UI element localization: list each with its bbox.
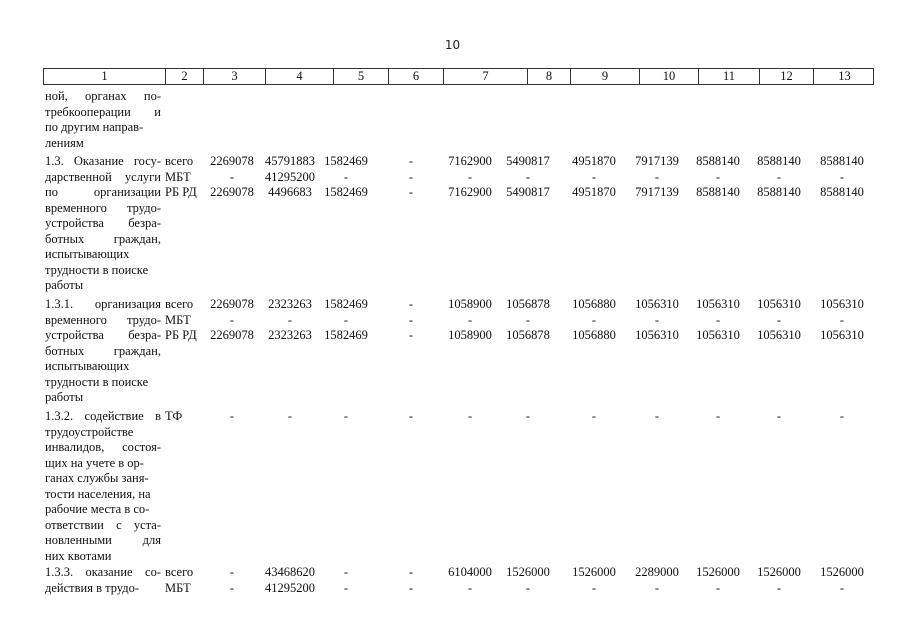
- table-cell: -: [715, 409, 721, 423]
- table-cell: -: [343, 580, 349, 595]
- description-line: испытывающих: [45, 247, 130, 261]
- funding-source: всего: [165, 565, 194, 579]
- table-cell: 4496683: [268, 185, 312, 199]
- table-cell: 1526000: [696, 565, 740, 579]
- table-cell: -: [839, 409, 845, 423]
- table-cell: 6104000: [448, 565, 492, 579]
- table-cell: -: [591, 312, 597, 327]
- header-cell-10: 10: [640, 69, 699, 84]
- funding-source: МБТ: [165, 312, 191, 327]
- table-cell: -: [776, 409, 782, 423]
- table-cell: -: [525, 580, 531, 595]
- description-line: тости населения, на: [45, 486, 151, 501]
- description-line: работы: [45, 278, 84, 292]
- table-cell: 1526000: [757, 565, 801, 579]
- funding-source: всего: [165, 154, 194, 168]
- description-line: по организации: [45, 185, 161, 199]
- description-line: по другим направ-: [45, 120, 144, 134]
- header-cell-13: 13: [838, 69, 851, 83]
- description-line: ботных граждан,: [45, 343, 161, 358]
- table-cell: 1056310: [820, 297, 864, 311]
- table-cell: 2269078: [210, 154, 254, 168]
- table-cell: -: [654, 312, 660, 327]
- table-cell: 2269078: [210, 185, 254, 199]
- table-cell: 8588140: [696, 185, 740, 199]
- header-cell-1: 1: [44, 69, 166, 84]
- description-line: новленными для: [45, 533, 161, 547]
- table-cell: -: [591, 169, 597, 184]
- funding-source: ТФ: [165, 409, 183, 423]
- table-cell: -: [229, 312, 235, 327]
- table-cell: 41295200: [265, 169, 315, 184]
- table-cell: -: [229, 580, 235, 595]
- funding-source: МБТ: [165, 580, 191, 595]
- table-cell: -: [525, 409, 531, 423]
- description-line: дарственной услуги: [45, 169, 161, 184]
- table-cell: 1056880: [572, 297, 616, 311]
- table-cell: -: [839, 312, 845, 327]
- table-cell: -: [229, 409, 235, 423]
- description-line: рабочие места в со-: [45, 502, 150, 516]
- table-cell: 1582469: [324, 297, 368, 311]
- header-cell-11: 11: [699, 69, 760, 84]
- table-cell: 1056310: [635, 328, 679, 342]
- table-cell: 2323263: [268, 328, 312, 342]
- table-cell: 41295200: [265, 580, 315, 595]
- table-cell: 2323263: [268, 297, 312, 311]
- table-cell: 2269078: [210, 297, 254, 311]
- page-number: 10: [444, 38, 461, 52]
- table-cell: -: [467, 580, 473, 595]
- table-cell: -: [408, 328, 414, 342]
- table-cell: -: [715, 169, 721, 184]
- table-cell: -: [408, 409, 414, 423]
- table-cell: -: [229, 565, 235, 579]
- description-line: инвалидов, состоя-: [45, 440, 161, 454]
- table-cell: 7917139: [635, 154, 679, 168]
- table-cell: 1056310: [757, 328, 801, 342]
- description-line: щих на учете в ор-: [45, 455, 144, 470]
- description-line: ответствии с уста-: [45, 517, 161, 532]
- description-line: ной, органах по-: [45, 89, 161, 103]
- table-cell: 1582469: [324, 328, 368, 342]
- table-cell: 1582469: [324, 154, 368, 168]
- table-cell: 1056880: [572, 328, 616, 342]
- description-line: лениям: [45, 135, 84, 150]
- header-cell-2: 2: [166, 69, 204, 84]
- table-cell: -: [408, 312, 414, 327]
- table-cell: -: [839, 580, 845, 595]
- description-line: устройства безра-: [45, 216, 161, 230]
- description-line: 1.3.2. содействие в: [45, 409, 161, 423]
- funding-source: РБ РД: [165, 328, 197, 342]
- table-cell: 1058900: [448, 297, 492, 311]
- table-cell: -: [591, 409, 597, 423]
- table-cell: 43468620: [265, 565, 315, 579]
- table-cell: -: [467, 409, 473, 423]
- table-cell: 1582469: [324, 185, 368, 199]
- table-cell: 8588140: [820, 185, 864, 199]
- table-cell: 4951870: [572, 154, 616, 168]
- description-line: работы: [45, 390, 84, 404]
- table-cell: -: [287, 312, 293, 327]
- description-line: трудности в поиске: [45, 262, 149, 277]
- table-cell: -: [408, 169, 414, 184]
- description-line: требкооперации и: [45, 104, 161, 119]
- table-cell: -: [776, 169, 782, 184]
- table-cell: -: [776, 580, 782, 595]
- table-cell: 1056310: [696, 297, 740, 311]
- header-cell-4: 4: [266, 69, 334, 84]
- table-cell: 1056310: [820, 328, 864, 342]
- table-cell: -: [408, 185, 414, 199]
- description-line: трудоустройстве: [45, 424, 134, 439]
- header-cell-8: 8: [528, 69, 571, 84]
- table-cell: -: [343, 565, 349, 579]
- table-cell: -: [654, 169, 660, 184]
- table-cell: 45791883: [265, 154, 315, 168]
- table-cell: 5490817: [506, 154, 550, 168]
- table-cell: 1056310: [757, 297, 801, 311]
- description-line: действия в трудо-: [45, 580, 140, 595]
- header-cell-7: 7: [444, 69, 528, 84]
- table-cell: 1056878: [506, 328, 550, 342]
- table-cell: 5490817: [506, 185, 550, 199]
- header-cell-3: 3: [204, 69, 266, 84]
- table-cell: -: [408, 565, 414, 579]
- table-cell: 7917139: [635, 185, 679, 199]
- table-cell: 1526000: [572, 565, 616, 579]
- table-cell: 7162900: [448, 185, 492, 199]
- table-cell: -: [408, 297, 414, 311]
- table-cell: -: [654, 580, 660, 595]
- table-cell: -: [408, 580, 414, 595]
- table-header: [43, 68, 874, 85]
- table-cell: -: [715, 580, 721, 595]
- description-line: трудности в поиске: [45, 374, 149, 389]
- table-cell: 8588140: [757, 185, 801, 199]
- table-cell: -: [343, 312, 349, 327]
- table-cell: 1056310: [696, 328, 740, 342]
- table-cell: -: [525, 312, 531, 327]
- table-cell: 2289000: [635, 565, 679, 579]
- funding-source: всего: [165, 297, 194, 311]
- funding-source: РБ РД: [165, 185, 197, 199]
- table-cell: -: [776, 312, 782, 327]
- table-cell: -: [525, 169, 531, 184]
- table-cell: -: [343, 409, 349, 423]
- table-cell: -: [229, 169, 235, 184]
- table-cell: -: [839, 169, 845, 184]
- row-description: [45, 565, 161, 596]
- table-cell: 1056878: [506, 297, 550, 311]
- row-description: [45, 297, 161, 406]
- description-line: временного трудо-: [45, 312, 161, 327]
- row-description: [45, 89, 161, 151]
- table-cell: -: [467, 169, 473, 184]
- table-cell: -: [287, 409, 293, 423]
- table-cell: -: [654, 409, 660, 423]
- header-cell-6: 6: [389, 69, 444, 84]
- table-cell: 8588140: [757, 154, 801, 168]
- description-line: ганах службы заня-: [45, 471, 149, 485]
- table-cell: -: [715, 312, 721, 327]
- table-cell: 4951870: [572, 185, 616, 199]
- table-cell: 2269078: [210, 328, 254, 342]
- description-line: испытывающих: [45, 359, 130, 373]
- table-cell: -: [343, 169, 349, 184]
- table-cell: -: [467, 312, 473, 327]
- description-line: ботных граждан,: [45, 231, 161, 246]
- description-line: 1.3.3. оказание со-: [45, 565, 161, 579]
- table-cell: 8588140: [696, 154, 740, 168]
- description-line: 1.3.1. организация: [45, 297, 161, 311]
- table-cell: -: [408, 154, 414, 168]
- table-cell: 8588140: [820, 154, 864, 168]
- table-cell: 7162900: [448, 154, 492, 168]
- table-cell: 1058900: [448, 328, 492, 342]
- table-cell: 1526000: [506, 565, 550, 579]
- funding-source: МБТ: [165, 169, 191, 184]
- row-description: [45, 154, 161, 294]
- table-cell: 1526000: [820, 565, 864, 579]
- header-cell-9: 9: [571, 69, 640, 84]
- description-line: временного трудо-: [45, 200, 161, 215]
- table-cell: 1056310: [635, 297, 679, 311]
- header-cell-5: 5: [334, 69, 389, 84]
- table-cell: -: [591, 580, 597, 595]
- row-description: [45, 409, 161, 564]
- description-line: 1.3. Оказание госу-: [45, 154, 161, 168]
- description-line: устройства безра-: [45, 328, 161, 342]
- header-cell-12: 12: [760, 69, 814, 84]
- description-line: них квотами: [45, 548, 112, 563]
